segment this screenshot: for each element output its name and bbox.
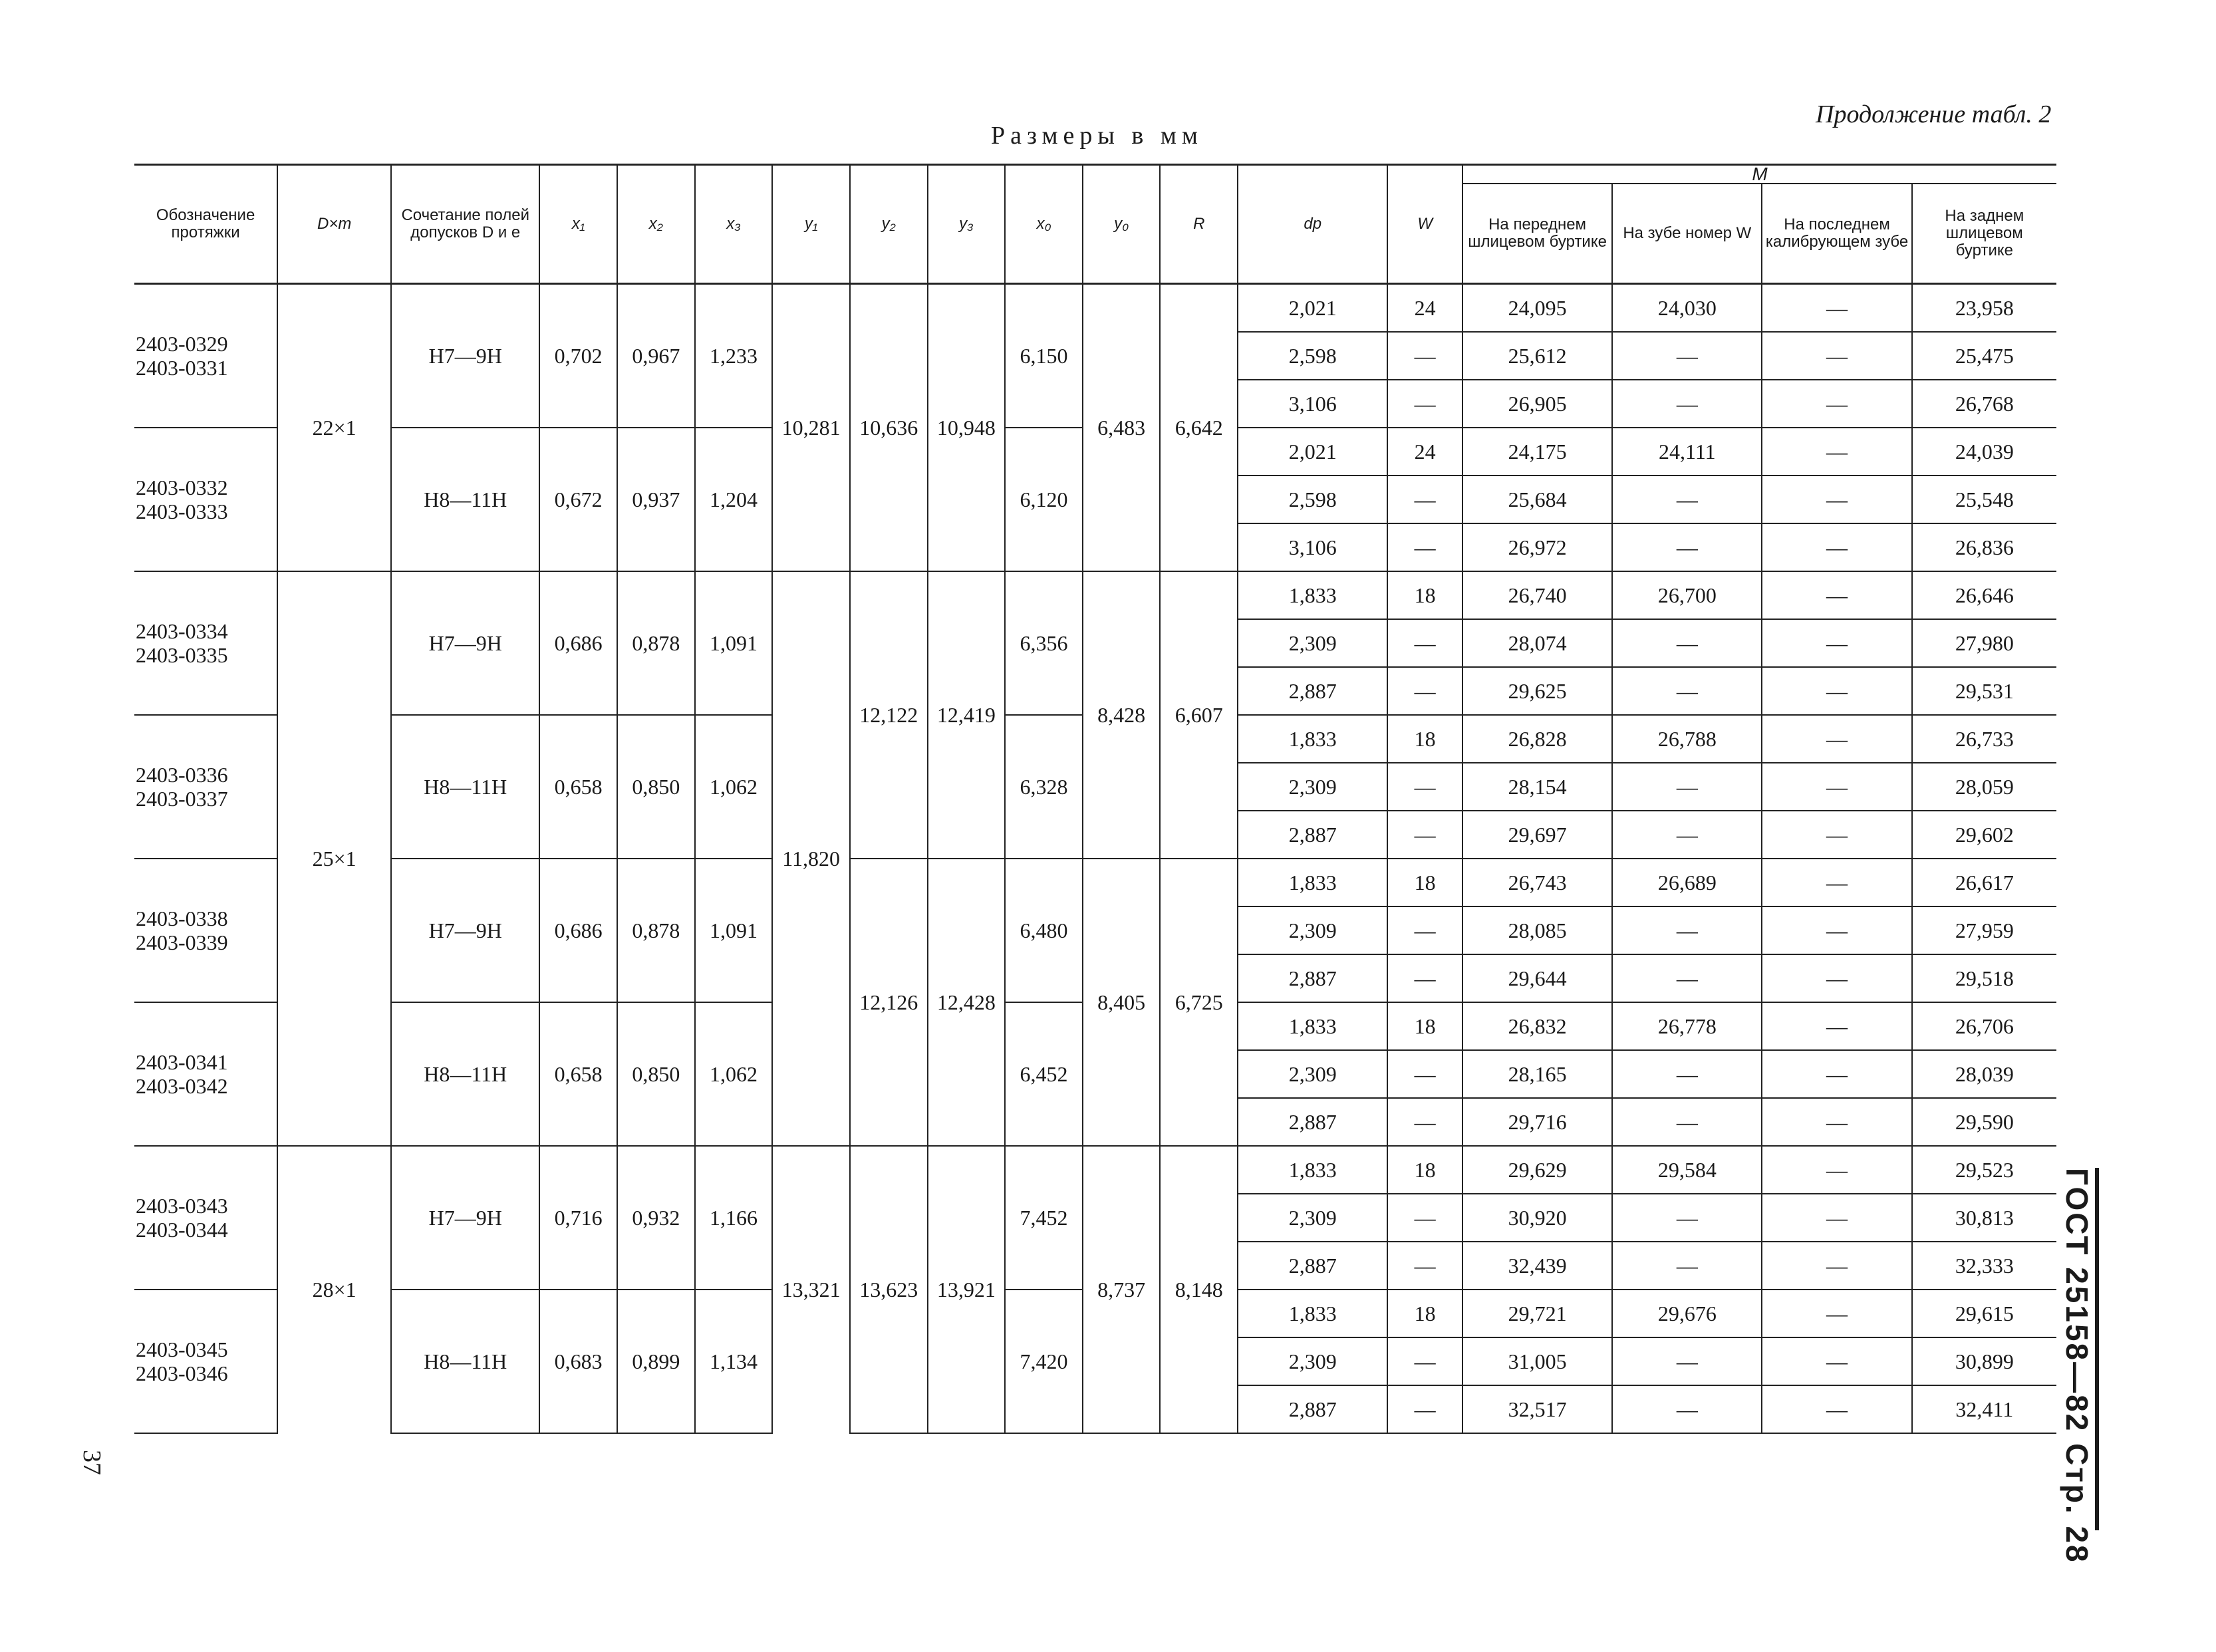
w-cell: 24 xyxy=(1387,428,1462,476)
col-m-tooth: На зубе номер W xyxy=(1612,184,1762,284)
broach-codes: 2403-0338 2403-0339 xyxy=(134,859,277,1002)
col-dxm: D×m xyxy=(277,165,391,284)
m-last-cell: — xyxy=(1762,428,1911,476)
col-tolerance: Сочетание полей допусков D и e xyxy=(391,165,539,284)
y0-cell: 8,737 xyxy=(1083,1146,1161,1433)
y2-cell: 10,636 xyxy=(850,284,928,572)
x2-cell: 0,899 xyxy=(617,1290,695,1433)
m-rear-cell: 29,518 xyxy=(1912,954,2056,1002)
m-front-cell: 28,165 xyxy=(1462,1050,1612,1098)
table-body xyxy=(134,284,2056,1434)
dp-cell: 1,833 xyxy=(1238,1290,1387,1337)
broach-codes: 2403-0334 2403-0335 xyxy=(134,571,277,715)
m-tooth-cell: — xyxy=(1612,476,1762,523)
m-front-cell: 25,612 xyxy=(1462,332,1612,380)
m-last-cell: — xyxy=(1762,954,1911,1002)
x2-cell: 0,967 xyxy=(617,284,695,428)
m-tooth-cell: — xyxy=(1612,619,1762,667)
m-rear-cell: 29,590 xyxy=(1912,1098,2056,1146)
m-tooth-cell: — xyxy=(1612,523,1762,571)
dp-cell: 2,309 xyxy=(1238,1050,1387,1098)
y0-cell: 6,483 xyxy=(1083,284,1161,572)
col-x3: x₃ xyxy=(695,165,773,284)
w-cell: — xyxy=(1387,811,1462,859)
x0-cell: 7,452 xyxy=(1005,1146,1083,1290)
m-rear-cell: 30,813 xyxy=(1912,1194,2056,1242)
w-cell: — xyxy=(1387,1098,1462,1146)
m-last-cell: — xyxy=(1762,619,1911,667)
w-cell: — xyxy=(1387,1385,1462,1433)
col-m: M xyxy=(1462,165,2056,184)
m-last-cell: — xyxy=(1762,1098,1911,1146)
m-rear-cell: 26,617 xyxy=(1912,859,2056,906)
x1-cell: 0,672 xyxy=(539,428,617,571)
table-row xyxy=(134,571,2056,619)
dp-cell: 1,833 xyxy=(1238,859,1387,906)
x3-cell: 1,091 xyxy=(695,859,773,1002)
x1-cell: 0,716 xyxy=(539,1146,617,1290)
col-dp: dp xyxy=(1238,165,1387,284)
w-cell: — xyxy=(1387,619,1462,667)
m-front-cell: 29,716 xyxy=(1462,1098,1612,1146)
dp-cell: 1,833 xyxy=(1238,571,1387,619)
dp-cell: 2,887 xyxy=(1238,1385,1387,1433)
m-last-cell: — xyxy=(1762,667,1911,715)
x3-cell: 1,134 xyxy=(695,1290,773,1433)
broach-codes: 2403-0329 2403-0331 xyxy=(134,284,277,428)
x0-cell: 6,120 xyxy=(1005,428,1083,571)
x1-cell: 0,702 xyxy=(539,284,617,428)
m-last-cell: — xyxy=(1762,859,1911,906)
m-front-cell: 30,920 xyxy=(1462,1194,1612,1242)
col-m-rear: На заднем шлицевом буртике xyxy=(1912,184,2056,284)
m-last-cell: — xyxy=(1762,1290,1911,1337)
m-rear-cell: 25,548 xyxy=(1912,476,2056,523)
y0-cell: 8,405 xyxy=(1083,859,1161,1146)
col-x0: x₀ xyxy=(1005,165,1083,284)
w-cell: — xyxy=(1387,380,1462,428)
m-last-cell: — xyxy=(1762,1002,1911,1050)
dp-cell: 2,887 xyxy=(1238,667,1387,715)
m-tooth-cell: 26,689 xyxy=(1612,859,1762,906)
r-cell: 6,642 xyxy=(1160,284,1238,572)
m-rear-cell: 29,523 xyxy=(1912,1146,2056,1194)
x0-cell: 6,328 xyxy=(1005,715,1083,859)
x3-cell: 1,204 xyxy=(695,428,773,571)
dxm-cell: 22×1 xyxy=(277,284,391,572)
m-tooth-cell: — xyxy=(1612,763,1762,811)
m-rear-cell: 26,706 xyxy=(1912,1002,2056,1050)
x1-cell: 0,686 xyxy=(539,571,617,715)
m-rear-cell: 27,959 xyxy=(1912,906,2056,954)
m-tooth-cell: 26,700 xyxy=(1612,571,1762,619)
tolerance-cell: H7—9H xyxy=(391,859,539,1002)
dp-cell: 2,887 xyxy=(1238,1242,1387,1290)
table-row xyxy=(134,859,2056,906)
gost-page-label: ГОСТ 25158—82 Стр. 28 xyxy=(2060,1168,2094,1564)
col-y2: y₂ xyxy=(850,165,928,284)
m-front-cell: 24,095 xyxy=(1462,284,1612,333)
m-front-cell: 28,154 xyxy=(1462,763,1612,811)
x0-cell: 6,452 xyxy=(1005,1002,1083,1146)
m-rear-cell: 26,733 xyxy=(1912,715,2056,763)
m-last-cell: — xyxy=(1762,1385,1911,1433)
m-front-cell: 29,697 xyxy=(1462,811,1612,859)
broach-codes: 2403-0336 2403-0337 xyxy=(134,715,277,859)
col-y0: y₀ xyxy=(1083,165,1161,284)
m-tooth-cell: — xyxy=(1612,1385,1762,1433)
x1-cell: 0,686 xyxy=(539,859,617,1002)
m-last-cell: — xyxy=(1762,1337,1911,1385)
col-m-last: На последнем калибрующем зубе xyxy=(1762,184,1911,284)
m-rear-cell: 23,958 xyxy=(1912,284,2056,333)
units-label: Размеры в мм xyxy=(991,122,1203,150)
tolerance-cell: H7—9H xyxy=(391,284,539,428)
dp-cell: 2,309 xyxy=(1238,1337,1387,1385)
m-last-cell: — xyxy=(1762,906,1911,954)
m-front-cell: 32,517 xyxy=(1462,1385,1612,1433)
m-front-cell: 26,905 xyxy=(1462,380,1612,428)
dp-cell: 3,106 xyxy=(1238,380,1387,428)
m-rear-cell: 32,411 xyxy=(1912,1385,2056,1433)
w-cell: 18 xyxy=(1387,1002,1462,1050)
x3-cell: 1,166 xyxy=(695,1146,773,1290)
m-tooth-cell: 29,676 xyxy=(1612,1290,1762,1337)
w-cell: — xyxy=(1387,1194,1462,1242)
m-front-cell: 31,005 xyxy=(1462,1337,1612,1385)
col-w: W xyxy=(1387,165,1462,284)
col-x2: x₂ xyxy=(617,165,695,284)
col-designation: Обозначение протяжки xyxy=(134,165,277,284)
m-rear-cell: 28,059 xyxy=(1912,763,2056,811)
y3-cell: 13,921 xyxy=(928,1146,1006,1433)
dp-cell: 2,598 xyxy=(1238,332,1387,380)
w-cell: 18 xyxy=(1387,1146,1462,1194)
col-y1: y₁ xyxy=(772,165,850,284)
m-front-cell: 29,625 xyxy=(1462,667,1612,715)
m-tooth-cell: — xyxy=(1612,1050,1762,1098)
m-rear-cell: 29,531 xyxy=(1912,667,2056,715)
m-front-cell: 28,085 xyxy=(1462,906,1612,954)
m-rear-cell: 26,836 xyxy=(1912,523,2056,571)
y3-cell: 12,419 xyxy=(928,571,1006,859)
dxm-cell: 25×1 xyxy=(277,571,391,1146)
y2-cell: 12,126 xyxy=(850,859,928,1146)
w-cell: — xyxy=(1387,1337,1462,1385)
m-tooth-cell: — xyxy=(1612,1337,1762,1385)
m-tooth-cell: — xyxy=(1612,1098,1762,1146)
col-y3: y₃ xyxy=(928,165,1006,284)
table-row xyxy=(134,1146,2056,1194)
m-last-cell: — xyxy=(1762,1194,1911,1242)
m-front-cell: 29,644 xyxy=(1462,954,1612,1002)
m-rear-cell: 32,333 xyxy=(1912,1242,2056,1290)
dp-cell: 2,309 xyxy=(1238,906,1387,954)
w-cell: 18 xyxy=(1387,1290,1462,1337)
dp-cell: 2,309 xyxy=(1238,619,1387,667)
col-r: R xyxy=(1160,165,1238,284)
r-cell: 6,607 xyxy=(1160,571,1238,859)
tolerance-cell: H8—11H xyxy=(391,1002,539,1146)
x3-cell: 1,091 xyxy=(695,571,773,715)
m-tooth-cell: 24,111 xyxy=(1612,428,1762,476)
m-tooth-cell: — xyxy=(1612,1242,1762,1290)
m-last-cell: — xyxy=(1762,523,1911,571)
m-tooth-cell: 26,788 xyxy=(1612,715,1762,763)
m-front-cell: 29,629 xyxy=(1462,1146,1612,1194)
dp-cell: 2,021 xyxy=(1238,284,1387,333)
dp-cell: 3,106 xyxy=(1238,523,1387,571)
continuation-label: Продолжение табл. 2 xyxy=(1816,100,2052,128)
m-last-cell: — xyxy=(1762,1050,1911,1098)
col-x1: x₁ xyxy=(539,165,617,284)
y3-cell: 10,948 xyxy=(928,284,1006,572)
x1-cell: 0,658 xyxy=(539,1002,617,1146)
m-tooth-cell: 24,030 xyxy=(1612,284,1762,333)
x3-cell: 1,233 xyxy=(695,284,773,428)
m-front-cell: 26,828 xyxy=(1462,715,1612,763)
broach-codes: 2403-0345 2403-0346 xyxy=(134,1290,277,1433)
m-tooth-cell: — xyxy=(1612,1194,1762,1242)
y2-cell: 13,623 xyxy=(850,1146,928,1433)
m-front-cell: 32,439 xyxy=(1462,1242,1612,1290)
m-tooth-cell: — xyxy=(1612,954,1762,1002)
w-cell: 24 xyxy=(1387,284,1462,333)
broach-codes: 2403-0341 2403-0342 xyxy=(134,1002,277,1146)
m-tooth-cell: — xyxy=(1612,906,1762,954)
y0-cell: 8,428 xyxy=(1083,571,1161,859)
dp-cell: 2,309 xyxy=(1238,1194,1387,1242)
m-rear-cell: 26,646 xyxy=(1912,571,2056,619)
w-cell: — xyxy=(1387,332,1462,380)
m-tooth-cell: 29,584 xyxy=(1612,1146,1762,1194)
tolerance-cell: H8—11H xyxy=(391,1290,539,1433)
dp-cell: 2,887 xyxy=(1238,1098,1387,1146)
m-tooth-cell: 26,778 xyxy=(1612,1002,1762,1050)
tolerance-cell: H7—9H xyxy=(391,1146,539,1290)
broach-codes: 2403-0343 2403-0344 xyxy=(134,1146,277,1290)
m-rear-cell: 27,980 xyxy=(1912,619,2056,667)
w-cell: — xyxy=(1387,954,1462,1002)
m-tooth-cell: — xyxy=(1612,380,1762,428)
w-cell: — xyxy=(1387,1050,1462,1098)
m-front-cell: 29,721 xyxy=(1462,1290,1612,1337)
w-cell: — xyxy=(1387,1242,1462,1290)
tolerance-cell: H8—11H xyxy=(391,428,539,571)
m-rear-cell: 29,615 xyxy=(1912,1290,2056,1337)
y2-cell: 12,122 xyxy=(850,571,928,859)
m-front-cell: 26,972 xyxy=(1462,523,1612,571)
m-last-cell: — xyxy=(1762,332,1911,380)
m-last-cell: — xyxy=(1762,1242,1911,1290)
w-cell: 18 xyxy=(1387,859,1462,906)
w-cell: — xyxy=(1387,667,1462,715)
y1-cell: 10,281 xyxy=(772,284,850,572)
gost-divider xyxy=(2095,1168,2099,1530)
x0-cell: 6,356 xyxy=(1005,571,1083,715)
dp-cell: 2,598 xyxy=(1238,476,1387,523)
x0-cell: 6,480 xyxy=(1005,859,1083,1002)
m-front-cell: 25,684 xyxy=(1462,476,1612,523)
dp-cell: 2,309 xyxy=(1238,763,1387,811)
x2-cell: 0,932 xyxy=(617,1146,695,1290)
y3-cell: 12,428 xyxy=(928,859,1006,1146)
x3-cell: 1,062 xyxy=(695,715,773,859)
x1-cell: 0,658 xyxy=(539,715,617,859)
w-cell: — xyxy=(1387,523,1462,571)
x0-cell: 6,150 xyxy=(1005,284,1083,428)
m-front-cell: 28,074 xyxy=(1462,619,1612,667)
dp-cell: 1,833 xyxy=(1238,1146,1387,1194)
w-cell: 18 xyxy=(1387,571,1462,619)
table-row xyxy=(134,284,2056,333)
x2-cell: 0,937 xyxy=(617,428,695,571)
x3-cell: 1,062 xyxy=(695,1002,773,1146)
m-last-cell: — xyxy=(1762,284,1911,333)
r-cell: 8,148 xyxy=(1160,1146,1238,1433)
broach-dimensions-table xyxy=(134,164,2056,1434)
x2-cell: 0,850 xyxy=(617,715,695,859)
m-tooth-cell: — xyxy=(1612,332,1762,380)
m-rear-cell: 24,039 xyxy=(1912,428,2056,476)
m-front-cell: 26,743 xyxy=(1462,859,1612,906)
m-last-cell: — xyxy=(1762,1146,1911,1194)
m-last-cell: — xyxy=(1762,811,1911,859)
m-rear-cell: 30,899 xyxy=(1912,1337,2056,1385)
dp-cell: 1,833 xyxy=(1238,1002,1387,1050)
w-cell: — xyxy=(1387,906,1462,954)
w-cell: — xyxy=(1387,476,1462,523)
dxm-cell: 28×1 xyxy=(277,1146,391,1433)
w-cell: 18 xyxy=(1387,715,1462,763)
w-cell: — xyxy=(1387,763,1462,811)
x2-cell: 0,878 xyxy=(617,859,695,1002)
broach-codes: 2403-0332 2403-0333 xyxy=(134,428,277,571)
m-last-cell: — xyxy=(1762,715,1911,763)
dp-cell: 2,021 xyxy=(1238,428,1387,476)
m-last-cell: — xyxy=(1762,476,1911,523)
m-rear-cell: 29,602 xyxy=(1912,811,2056,859)
m-front-cell: 26,740 xyxy=(1462,571,1612,619)
dp-cell: 2,887 xyxy=(1238,954,1387,1002)
page-number: 37 xyxy=(78,1450,106,1475)
m-rear-cell: 25,475 xyxy=(1912,332,2056,380)
tolerance-cell: H7—9H xyxy=(391,571,539,715)
tolerance-cell: H8—11H xyxy=(391,715,539,859)
x0-cell: 7,420 xyxy=(1005,1290,1083,1433)
m-rear-cell: 28,039 xyxy=(1912,1050,2056,1098)
m-last-cell: — xyxy=(1762,571,1911,619)
x2-cell: 0,850 xyxy=(617,1002,695,1146)
m-rear-cell: 26,768 xyxy=(1912,380,2056,428)
m-tooth-cell: — xyxy=(1612,811,1762,859)
m-last-cell: — xyxy=(1762,380,1911,428)
x1-cell: 0,683 xyxy=(539,1290,617,1433)
m-last-cell: — xyxy=(1762,763,1911,811)
y1-cell: 11,820 xyxy=(772,571,850,1146)
dp-cell: 2,887 xyxy=(1238,811,1387,859)
m-front-cell: 24,175 xyxy=(1462,428,1612,476)
x2-cell: 0,878 xyxy=(617,571,695,715)
m-tooth-cell: — xyxy=(1612,667,1762,715)
col-m-front: На переднем шлицевом буртике xyxy=(1462,184,1612,284)
r-cell: 6,725 xyxy=(1160,859,1238,1146)
m-front-cell: 26,832 xyxy=(1462,1002,1612,1050)
y1-cell: 13,321 xyxy=(772,1146,850,1433)
dp-cell: 1,833 xyxy=(1238,715,1387,763)
